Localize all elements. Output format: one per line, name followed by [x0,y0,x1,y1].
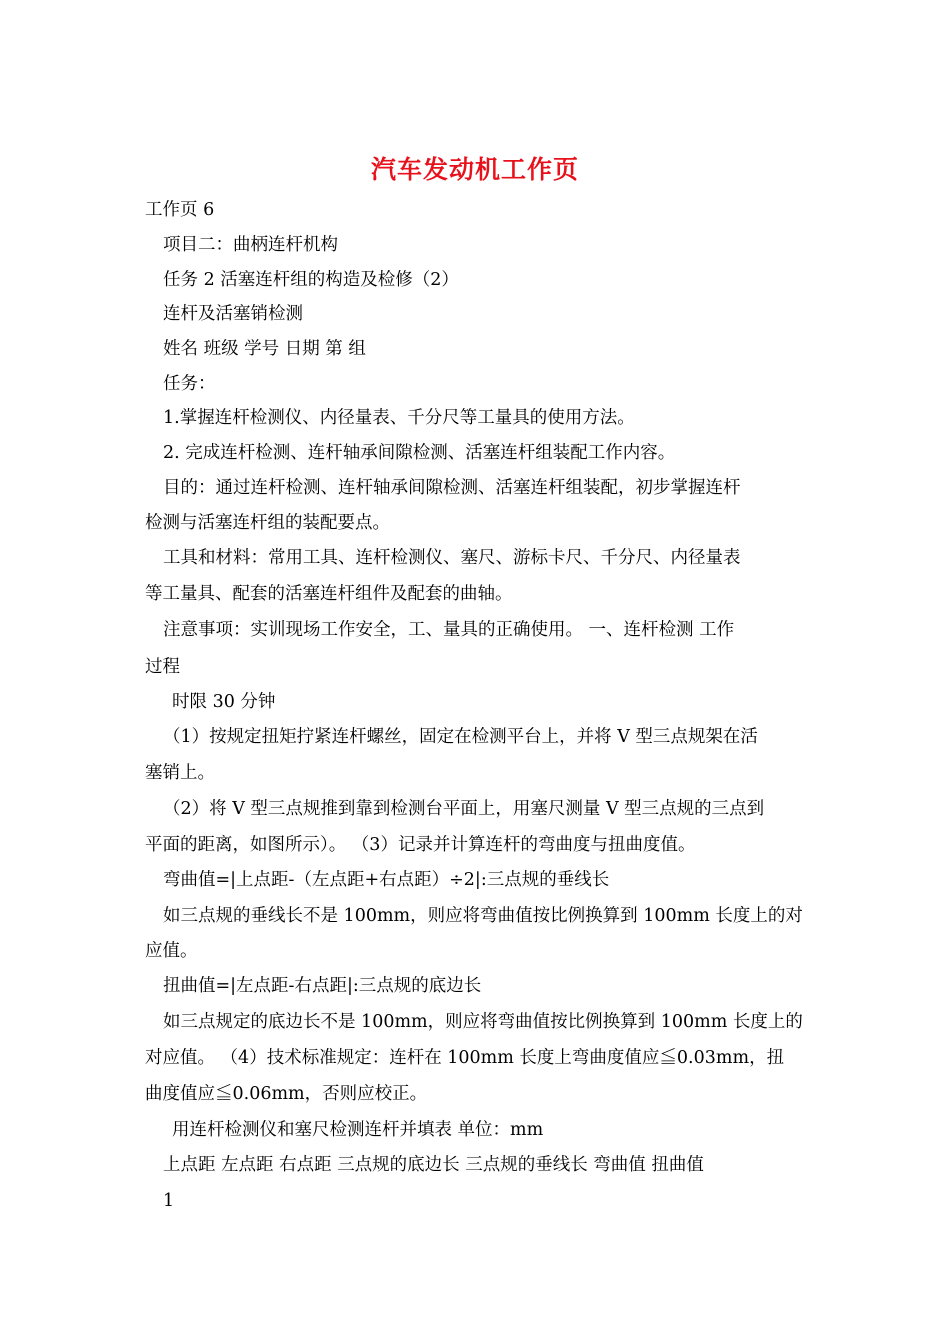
text-line: 过程 [145,657,180,677]
text-line: 工作页 6 [145,200,215,220]
table-header-line: 上点距 左点距 右点距 三点规的底边长 三点规的垂线长 弯曲值 扭曲值 [163,1155,704,1175]
text-line: 如三点规定的底边长不是 100mm，则应将弯曲值按比例换算到 100mm 长度上的 [163,1012,803,1032]
text-line: 对应值。 （4）技术标准规定：连杆在 100mm 长度上弯曲度值应≦0.03mm，扭 [145,1048,785,1068]
text-line: 应值。 [145,941,198,961]
text-line: 如三点规的垂线长不是 100mm，则应将弯曲值按比例换算到 100mm 长度上的对 [163,906,803,926]
text-line: 任务 2 活塞连杆组的构造及检修（2） [163,270,459,290]
text-line: 弯曲值=|上点距-（左点距+右点距）÷2|:三点规的垂线长 [163,870,610,890]
text-line: 检测与活塞连杆组的装配要点。 [145,513,390,533]
text-line: 曲度值应≦0.06mm，否则应校正。 [145,1084,428,1104]
text-line: 扭曲值=|左点距-右点距|:三点规的底边长 [163,976,482,996]
text-line: 2. 完成连杆检测、连杆轴承间隙检测、活塞连杆组装配工作内容。 [163,443,676,463]
text-line: 用连杆检测仪和塞尺检测连杆并填表 单位：mm [172,1120,544,1140]
text-line: 工具和材料：常用工具、连杆检测仪、塞尺、游标卡尺、千分尺、内径量表 [163,548,741,568]
text-line: 项目二：曲柄连杆机构 [163,235,338,255]
text-line: 连杆及活塞销检测 [163,304,303,324]
text-line: （2）将 V 型三点规推到靠到检测台平面上，用塞尺测量 V 型三点规的三点到 [163,799,765,819]
text-line: 塞销上。 [145,763,215,783]
text-line: 任务： [163,374,216,394]
document-title: 汽车发动机工作页 [370,155,579,184]
text-line: 等工量具、配套的活塞连杆组件及配套的曲轴。 [145,584,513,604]
text-line: 平面的距离，如图所示）。 （3）记录并计算连杆的弯曲度与扭曲度值。 [145,835,696,855]
text-line: 注意事项：实训现场工作安全，工、量具的正确使用。 一、连杆检测 工作 [163,620,735,640]
text-line: 时限 30 分钟 [172,692,276,712]
text-line: 1.掌握连杆检测仪、内径量表、千分尺等工量具的使用方法。 [163,408,635,428]
text-line: 姓名 班级 学号 日期 第 组 [163,339,366,359]
text-line: （1）按规定扭矩拧紧连杆螺丝，固定在检测平台上，并将 V 型三点规架在活 [163,727,758,747]
table-row-number: 1 [163,1191,175,1211]
text-line: 目的：通过连杆检测、连杆轴承间隙检测、活塞连杆组装配，初步掌握连杆 [163,478,741,498]
